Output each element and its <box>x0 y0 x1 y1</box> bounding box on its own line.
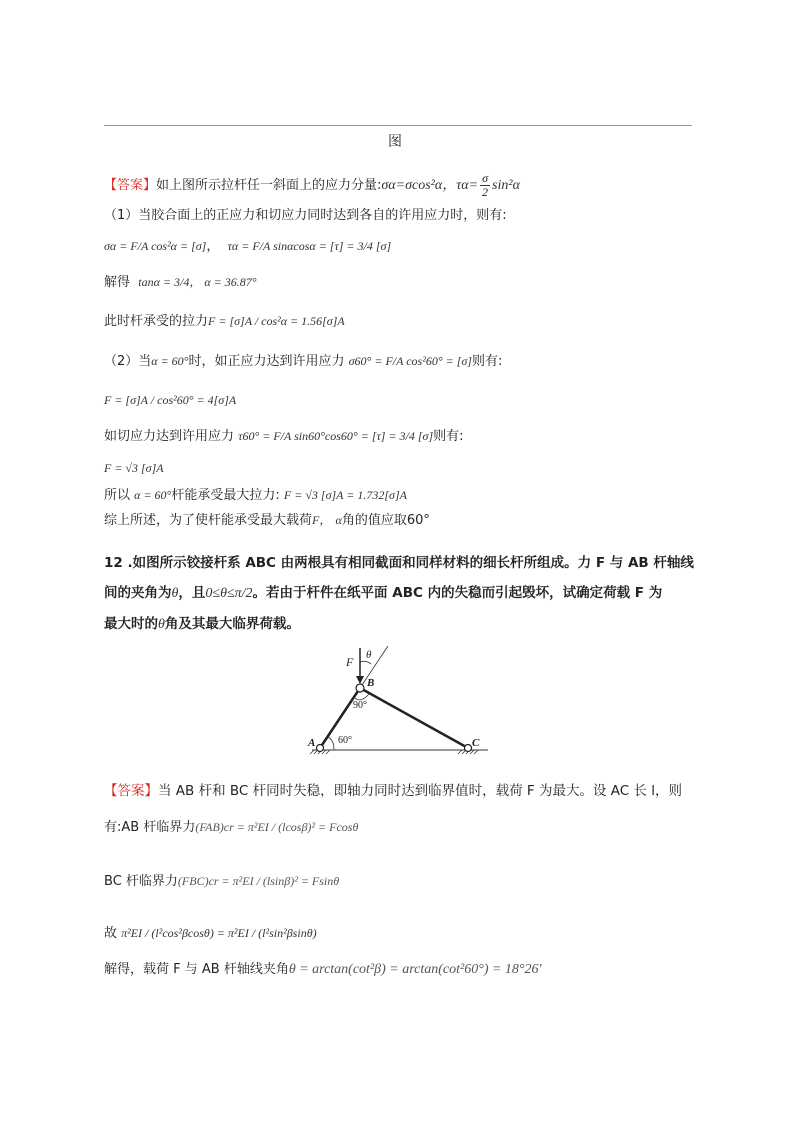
equation-row-3 <box>104 390 236 411</box>
shear-formula-fraction <box>480 172 490 199</box>
so-alpha: α = 60° <box>134 488 172 502</box>
load-value: F = [σ]A / cos²α = 1.56[σ]A <box>208 314 345 328</box>
shear-equation: τ60° = F/A sin60°cos60° = [τ] = 3/4 [σ] <box>238 429 434 443</box>
q12-line2-suffix: 。若由于杆件在纸平面 ABC 内的失稳而引起毁坏，试确定荷载 F 为 <box>252 585 663 601</box>
label-B: B <box>367 677 375 689</box>
ab-critical-row <box>104 817 358 838</box>
q12-line2-prefix: 间的夹角为 <box>104 585 172 601</box>
truss-diagram <box>300 640 500 762</box>
therefore-row <box>104 923 317 944</box>
theta-arc <box>360 661 371 664</box>
q12-theta-2: θ <box>158 617 165 632</box>
conclusion-suffix: 角的值应取60° <box>341 513 430 528</box>
label-F: F <box>346 655 354 669</box>
part2-prefix: （2）当 <box>104 354 152 369</box>
so-middle: 杆能承受最大拉力: <box>171 488 280 503</box>
so-equation: F = √3 [σ]A = 1.732[σ]A <box>283 488 407 502</box>
part2-row <box>104 351 502 372</box>
conclusion-alpha: α <box>335 513 342 527</box>
part2-suffix: 则有: <box>471 354 503 369</box>
bar-BC <box>360 688 468 748</box>
solve-label: 解得 <box>104 275 131 290</box>
q12-line3-suffix: 角及其最大临界荷载。 <box>164 616 300 632</box>
ab-critical-equation: (FAB)cr = π²EI / (lcosβ)² = Fcosθ <box>195 820 359 834</box>
pin-A <box>317 745 324 752</box>
q12-line2-and: ，且 <box>178 585 206 601</box>
question-12-line-1: 12 .如图所示铰接杆系 ABC 由两根具有相同截面和同样材料的细长杆所组成。力 F 与 AB 杆轴线 <box>104 555 694 571</box>
load-row <box>104 311 345 332</box>
answer2-line-1 <box>104 781 682 801</box>
conclusion-prefix: 综上所述，为了使杆能承受最大载荷 <box>104 513 313 528</box>
question-12-line-2 <box>104 583 662 604</box>
label-A: A <box>308 737 316 749</box>
equation-shear-stress: τα = F/A sinαcosα = [τ] = 3/4 [σ] <box>227 239 392 253</box>
figure-caption: 图 <box>388 134 402 150</box>
solve2-label: 解得，载荷 F 与 AB 杆轴线夹角 <box>104 962 289 977</box>
answer-line-1 <box>104 172 520 199</box>
bc-critical-label: BC 杆临界力 <box>104 874 178 889</box>
shear-fraction-den: 2 <box>482 185 489 199</box>
bc-critical-row <box>104 871 339 892</box>
sixty-angle-arc <box>328 737 334 750</box>
equation-row-4 <box>104 458 164 479</box>
answer2-tag: 【答案】 <box>104 783 158 799</box>
equation-max-load-normal: F = [σ]A / cos²60° = 4[σ]A <box>104 393 237 407</box>
shear-fraction-num: σ <box>480 172 490 186</box>
label-theta: θ <box>366 649 372 661</box>
intro-text: 如上图所示拉杆任一斜面上的应力分量: <box>156 178 382 193</box>
load-label: 此时杆承受的拉力 <box>104 314 209 329</box>
q12-line3-prefix: 最大时的 <box>104 616 158 632</box>
shear-formula-left: τα= <box>456 178 479 193</box>
part2-equation: σ60° = F/A cos²60° = [σ] <box>348 354 472 368</box>
conclusion-row <box>104 510 430 531</box>
label-90: 90° <box>353 700 367 711</box>
equation-separator: ， <box>206 239 220 254</box>
question-12-line-3 <box>104 614 300 635</box>
ab-critical-label: 有:AB 杆临界力 <box>104 820 196 835</box>
solve-row <box>104 272 257 293</box>
part2-alpha: α = 60° <box>151 354 189 368</box>
q12-range: 0≤θ≤π/2 <box>205 586 253 601</box>
answer2-text: 当 AB 杆和 BC 杆同时失稳，即轴力同时达到临界值时，载荷 F 为最大。设 AC 长 l，则 <box>158 783 683 799</box>
equation-sqrt3: F = √3 [σ]A <box>104 461 164 475</box>
label-60: 60° <box>338 735 352 746</box>
part1-text: （1）当胶合面上的正应力和切应力同时达到各自的许用应力时，则有: <box>104 208 507 223</box>
bc-critical-equation: (FBC)cr = π²EI / (lsinβ)² = Fsinθ <box>177 874 340 888</box>
shear-formula-right: sin²α <box>492 178 520 193</box>
answer-tag: 【答案】 <box>104 178 157 193</box>
top-divider <box>104 125 692 126</box>
part2-middle: 时，如正应力达到许用应力 <box>188 354 345 369</box>
q12-theta: θ <box>171 586 179 601</box>
conclusion-F: F， <box>312 513 332 527</box>
therefore-equation: π²EI / (l²cos²βcosθ) = π²EI / (l²sin²βsinθ) <box>121 926 317 940</box>
pin-C <box>465 745 472 752</box>
shear-row <box>104 426 464 447</box>
solve-value: tanα = 3/4， α = 36.87° <box>138 275 257 289</box>
label-C: C <box>472 737 480 749</box>
pin-B <box>356 684 364 692</box>
so-prefix: 所以 <box>104 488 131 503</box>
shear-prefix: 如切应力达到许用应力 <box>104 429 235 444</box>
solve2-equation: θ = arctan(cot²β) = arctan(cot²60°) = 18°26′ <box>288 962 542 977</box>
equation-normal-stress: σα = F/A cos²α = [σ] <box>104 239 207 253</box>
therefore-label: 故 <box>104 926 118 941</box>
stress-formula: σα=σcos²α， <box>381 178 457 193</box>
force-arrow-head <box>356 676 364 684</box>
so-row <box>104 485 407 506</box>
solve2-row <box>104 960 542 980</box>
equation-row-1 <box>104 236 391 257</box>
shear-suffix: 则有: <box>433 429 464 444</box>
